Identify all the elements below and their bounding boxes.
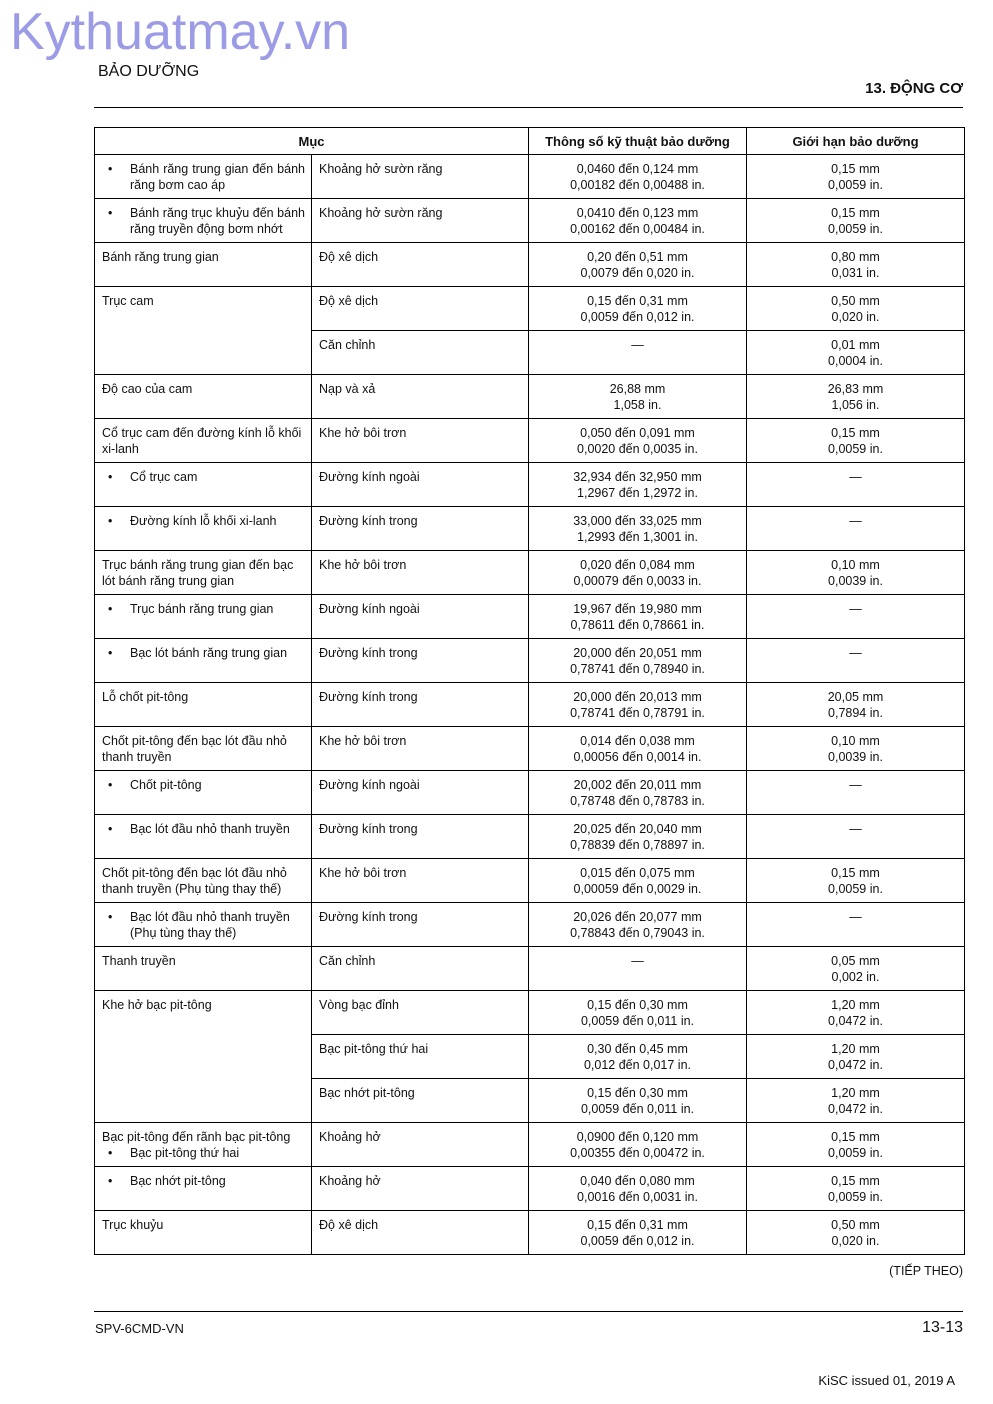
- item-label: Bạc lót đầu nhỏ thanh truyền: [130, 822, 290, 836]
- spec-line: 0,00355 đến 0,00472 in.: [570, 1146, 705, 1160]
- limit-line: 0,020 in.: [831, 1234, 880, 1248]
- parameter-cell: Đường kính ngoài: [312, 595, 529, 639]
- spec-value-cell: [529, 1035, 747, 1079]
- spec-line: 20,002 đến 20,011 mm: [573, 778, 702, 792]
- table-row: [95, 991, 965, 1035]
- item-label: Thanh truyền: [102, 954, 176, 968]
- spec-line: 0,0410 đến 0,123 mm: [576, 206, 699, 220]
- table-row: [95, 287, 965, 331]
- limit-line: 0,10 mm: [831, 734, 880, 748]
- spec-value-cell: [529, 1123, 747, 1167]
- item-label: Bạc lót bánh răng trung gian: [130, 646, 288, 660]
- spec-line: 0,20 đến 0,51 mm: [587, 250, 688, 264]
- spec-line: 0,15 đến 0,31 mm: [587, 294, 688, 308]
- bullet-icon: •: [108, 646, 113, 660]
- parameter-cell: Đường kính trong: [312, 815, 529, 859]
- header-item: Mục: [95, 128, 529, 155]
- limit-line: 0,0059 in.: [828, 178, 883, 192]
- bulleted-item: [102, 821, 305, 837]
- limit-line: 0,10 mm: [831, 558, 880, 572]
- limit-line: —: [849, 822, 862, 836]
- spec-line: 20,025 đến 20,040 mm: [573, 822, 702, 836]
- item-cell: [95, 375, 312, 419]
- bullet-icon: •: [108, 1146, 113, 1160]
- table-row: [95, 639, 965, 683]
- spec-value-cell: [529, 639, 747, 683]
- spec-value-cell: [529, 683, 747, 727]
- limit-value-cell: [747, 1035, 965, 1079]
- spec-line: 0,0059 đến 0,012 in.: [580, 310, 695, 324]
- limit-line: 0,15 mm: [831, 1174, 880, 1188]
- spec-line: 0,78741 đến 0,78940 in.: [570, 662, 705, 676]
- limit-value-cell: [747, 595, 965, 639]
- table-row: [95, 859, 965, 903]
- item-cell: [95, 991, 312, 1035]
- chapter-title: 13. ĐỘNG CƠ: [865, 80, 963, 97]
- parameter-cell: Căn chỉnh: [312, 331, 529, 375]
- limit-line: 0,80 mm: [831, 250, 880, 264]
- bulleted-item: [102, 1173, 305, 1189]
- item-label: Cổ trục cam: [130, 470, 198, 484]
- spec-line: 19,967 đến 19,980 mm: [573, 602, 702, 616]
- limit-line: 20,05 mm: [827, 690, 884, 704]
- spec-line: 0,00182 đến 0,00488 in.: [570, 178, 705, 192]
- item-cell: [95, 155, 312, 199]
- limit-line: 0,0004 in.: [828, 354, 883, 368]
- limit-value-cell: [747, 1167, 965, 1211]
- header-limit: Giới hạn bảo dưỡng: [747, 128, 965, 155]
- parameter-cell: Khe hở bôi trơn: [312, 859, 529, 903]
- spec-line: 0,78839 đến 0,78897 in.: [570, 838, 705, 852]
- item-cell: [95, 419, 312, 463]
- spec-line: 0,040 đến 0,080 mm: [580, 1174, 695, 1188]
- limit-line: 26,83 mm: [827, 382, 884, 396]
- spec-value-cell: [529, 727, 747, 771]
- parameter-cell: Độ xê dịch: [312, 243, 529, 287]
- table-row: [95, 463, 965, 507]
- spec-line: 0,012 đến 0,017 in.: [583, 1058, 692, 1072]
- spec-line: 20,000 đến 20,013 mm: [573, 690, 702, 704]
- continued-label: (TIẾP THEO): [889, 1264, 963, 1278]
- limit-line: 0,50 mm: [831, 294, 880, 308]
- item-label: Bạc nhớt pit-tông: [130, 1174, 226, 1188]
- spec-line: 0,014 đến 0,038 mm: [580, 734, 695, 748]
- spec-line: 0,020 đến 0,084 mm: [580, 558, 695, 572]
- bullet-icon: •: [108, 206, 113, 220]
- parameter-cell: Độ xê dịch: [312, 287, 529, 331]
- limit-line: 0,002 in.: [831, 970, 880, 984]
- table-row: [95, 947, 965, 991]
- item-cell: [95, 287, 312, 331]
- header-spec: Thông số kỹ thuật bảo dưỡng: [529, 128, 747, 155]
- item-cell: [95, 463, 312, 507]
- item-label: Độ cao của cam: [102, 382, 193, 396]
- limit-line: —: [849, 514, 862, 528]
- table-row: [95, 683, 965, 727]
- spec-value-cell: [529, 199, 747, 243]
- spec-line: 26,88 mm: [609, 382, 666, 396]
- spec-line: 0,15 đến 0,31 mm: [587, 1218, 688, 1232]
- parameter-cell: Khe hở bôi trơn: [312, 727, 529, 771]
- table-row: [95, 903, 965, 947]
- parameter-cell: Khoảng hở: [312, 1167, 529, 1211]
- item-label: Trục khuỷu: [102, 1218, 164, 1232]
- parameter-cell: Căn chỉnh: [312, 947, 529, 991]
- spec-value-cell: [529, 463, 747, 507]
- spec-value-cell: [529, 947, 747, 991]
- item-label: Lỗ chốt pit-tông: [102, 690, 189, 704]
- spec-line: —: [631, 338, 644, 352]
- bullet-icon: •: [108, 1174, 113, 1188]
- bullet-icon: •: [108, 602, 113, 616]
- limit-value-cell: [747, 727, 965, 771]
- spec-line: 1,058 in.: [613, 398, 662, 412]
- limit-line: 0,0059 in.: [828, 222, 883, 236]
- limit-value-cell: [747, 683, 965, 727]
- bulleted-item: [102, 205, 305, 237]
- table-row: [95, 199, 965, 243]
- item-label: Cổ trục cam đến đường kính lỗ khối xi-lanh: [102, 426, 302, 456]
- parameter-cell: Đường kính trong: [312, 903, 529, 947]
- limit-line: 0,0472 in.: [828, 1058, 883, 1072]
- table-row: [95, 1167, 965, 1211]
- table-body: [95, 155, 965, 1255]
- item-cell: [95, 683, 312, 727]
- spec-line: 0,00079 đến 0,0033 in.: [573, 574, 702, 588]
- limit-line: 0,0059 in.: [828, 1146, 883, 1160]
- parameter-cell: Khe hở bôi trơn: [312, 419, 529, 463]
- spec-line: 0,0016 đến 0,0031 in.: [577, 1190, 698, 1204]
- limit-value-cell: [747, 155, 965, 199]
- spec-line: 0,78611 đến 0,78661 in.: [570, 618, 705, 632]
- limit-line: 0,0059 in.: [828, 442, 883, 456]
- item-label: Trục bánh răng trung gian đến bạc lót bánh răng trung gian: [102, 558, 294, 588]
- limit-line: 1,20 mm: [831, 1086, 880, 1100]
- sub-item: [102, 1145, 305, 1161]
- section-title: BẢO DƯỠNG: [98, 63, 200, 80]
- limit-line: 0,15 mm: [831, 162, 880, 176]
- spec-value-cell: [529, 1211, 747, 1255]
- item-label: Bạc pit-tông đến rãnh bạc pit-tông: [102, 1130, 291, 1144]
- table-header-row: [95, 128, 965, 155]
- limit-line: —: [849, 646, 862, 660]
- spec-value-cell: [529, 287, 747, 331]
- limit-value-cell: [747, 199, 965, 243]
- issue-note: KiSC issued 01, 2019 A: [818, 1373, 955, 1388]
- limit-line: 0,50 mm: [831, 1218, 880, 1232]
- spec-line: 0,0460 đến 0,124 mm: [576, 162, 699, 176]
- bullet-icon: •: [108, 910, 113, 924]
- bullet-icon: •: [108, 470, 113, 484]
- limit-line: 1,20 mm: [831, 1042, 880, 1056]
- limit-value-cell: [747, 463, 965, 507]
- limit-line: 0,15 mm: [831, 426, 880, 440]
- limit-line: 0,0039 in.: [828, 574, 883, 588]
- parameter-cell: Khoảng hở sườn răng: [312, 155, 529, 199]
- item-label: Bánh răng trục khuỷu đến bánh răng truyền động bơm nhớt: [130, 206, 305, 236]
- limit-line: —: [849, 602, 862, 616]
- spec-line: 1,2993 đến 1,3001 in.: [577, 530, 698, 544]
- item-cell: [95, 331, 312, 375]
- table-row: [95, 375, 965, 419]
- parameter-cell: Khoảng hở: [312, 1123, 529, 1167]
- limit-line: 0,15 mm: [831, 866, 880, 880]
- spec-line: 0,0020 đến 0,0035 in.: [577, 442, 698, 456]
- parameter-cell: Đường kính ngoài: [312, 463, 529, 507]
- spec-value-cell: [529, 1167, 747, 1211]
- limit-value-cell: [747, 859, 965, 903]
- item-label: Chốt pit-tông: [130, 778, 202, 792]
- spec-value-cell: [529, 507, 747, 551]
- item-cell: [95, 947, 312, 991]
- spec-line: 0,050 đến 0,091 mm: [580, 426, 695, 440]
- limit-line: 0,15 mm: [831, 1130, 880, 1144]
- spec-value-cell: [529, 375, 747, 419]
- bulleted-item: [102, 777, 305, 793]
- bullet-icon: •: [108, 162, 113, 176]
- footer-divider: [94, 1311, 963, 1312]
- table-row: [95, 551, 965, 595]
- item-cell: [95, 595, 312, 639]
- document-id: SPV-6CMD-VN: [95, 1321, 184, 1336]
- item-cell: [95, 1123, 312, 1167]
- table-row: [95, 155, 965, 199]
- limit-value-cell: [747, 815, 965, 859]
- spec-line: 0,0059 đến 0,012 in.: [580, 1234, 695, 1248]
- parameter-cell: Đường kính trong: [312, 639, 529, 683]
- spec-value-cell: [529, 419, 747, 463]
- spec-line: 20,026 đến 20,077 mm: [573, 910, 702, 924]
- limit-line: 0,0039 in.: [828, 750, 883, 764]
- limit-value-cell: [747, 1079, 965, 1123]
- limit-line: 0,0059 in.: [828, 882, 883, 896]
- limit-line: 0,0472 in.: [828, 1102, 883, 1116]
- spec-line: 1,2967 đến 1,2972 in.: [577, 486, 698, 500]
- limit-value-cell: [747, 639, 965, 683]
- bulleted-item: [102, 469, 305, 485]
- parameter-cell: Độ xê dịch: [312, 1211, 529, 1255]
- limit-value-cell: [747, 947, 965, 991]
- watermark-logo: Kythuatmay.vn: [10, 3, 351, 61]
- item-cell: [95, 199, 312, 243]
- spec-value-cell: [529, 331, 747, 375]
- spec-line: —: [631, 954, 644, 968]
- spec-value-cell: [529, 155, 747, 199]
- spec-line: 0,30 đến 0,45 mm: [587, 1042, 688, 1056]
- parameter-cell: Đường kính trong: [312, 507, 529, 551]
- spec-line: 0,78748 đến 0,78783 in.: [570, 794, 705, 808]
- spec-line: 0,78843 đến 0,79043 in.: [570, 926, 705, 940]
- limit-value-cell: [747, 1211, 965, 1255]
- spec-line: 0,00162 đến 0,00484 in.: [570, 222, 705, 236]
- table-row: [95, 1035, 965, 1079]
- spec-line: 0,0059 đến 0,011 in.: [580, 1102, 695, 1116]
- table-row: [95, 771, 965, 815]
- item-label: Chốt pit-tông đến bạc lót đầu nhỏ thanh truyền: [102, 734, 287, 764]
- spec-value-cell: [529, 859, 747, 903]
- item-label: Trục bánh răng trung gian: [130, 602, 274, 616]
- limit-value-cell: [747, 1123, 965, 1167]
- table-row: [95, 595, 965, 639]
- item-cell: [95, 859, 312, 903]
- limit-value-cell: [747, 507, 965, 551]
- limit-value-cell: [747, 419, 965, 463]
- limit-line: —: [849, 910, 862, 924]
- maintenance-spec-table: [94, 127, 965, 1255]
- spec-line: 0,78741 đến 0,78791 in.: [570, 706, 705, 720]
- item-cell: [95, 1167, 312, 1211]
- limit-line: 0,031 in.: [831, 266, 880, 280]
- item-cell: [95, 771, 312, 815]
- limit-line: 0,01 mm: [831, 338, 880, 352]
- parameter-cell: Đường kính ngoài: [312, 771, 529, 815]
- item-cell: [95, 815, 312, 859]
- spec-value-cell: [529, 815, 747, 859]
- item-cell: [95, 1211, 312, 1255]
- spec-line: 0,00056 đến 0,0014 in.: [573, 750, 702, 764]
- bulleted-item: [102, 601, 305, 617]
- limit-value-cell: [747, 243, 965, 287]
- spec-value-cell: [529, 243, 747, 287]
- item-cell: [95, 1079, 312, 1123]
- item-cell: [95, 551, 312, 595]
- limit-value-cell: [747, 287, 965, 331]
- bulleted-item: [102, 161, 305, 193]
- spec-line: 0,0900 đến 0,120 mm: [576, 1130, 699, 1144]
- bulleted-item: [102, 513, 305, 529]
- limit-line: —: [849, 470, 862, 484]
- item-cell: [95, 903, 312, 947]
- bulleted-item: [102, 645, 305, 661]
- spec-value-cell: [529, 551, 747, 595]
- spec-value-cell: [529, 771, 747, 815]
- bullet-icon: •: [108, 822, 113, 836]
- limit-value-cell: [747, 771, 965, 815]
- table-row: [95, 1079, 965, 1123]
- item-label: Bánh răng trung gian đến bánh răng bơm cao áp: [130, 162, 305, 192]
- limit-value-cell: [747, 551, 965, 595]
- table-row: [95, 243, 965, 287]
- spec-line: 20,000 đến 20,051 mm: [573, 646, 702, 660]
- item-label: Chốt pit-tông đến bạc lót đầu nhỏ thanh truyền (Phụ tùng thay thế): [102, 866, 287, 896]
- table-row: [95, 727, 965, 771]
- limit-line: 0,05 mm: [831, 954, 880, 968]
- limit-line: 0,7894 in.: [828, 706, 883, 720]
- parameter-cell: Vòng bạc đỉnh: [312, 991, 529, 1035]
- table-row: [95, 419, 965, 463]
- spec-value-cell: [529, 595, 747, 639]
- bullet-icon: •: [108, 514, 113, 528]
- limit-value-cell: [747, 375, 965, 419]
- item-label: Khe hở bạc pit-tông: [102, 998, 212, 1012]
- item-label: Bánh răng trung gian: [102, 250, 219, 264]
- spec-line: 0,0059 đến 0,011 in.: [580, 1014, 695, 1028]
- limit-value-cell: [747, 903, 965, 947]
- limit-line: 0,15 mm: [831, 206, 880, 220]
- limit-line: 1,20 mm: [831, 998, 880, 1012]
- spec-line: 0,015 đến 0,075 mm: [580, 866, 695, 880]
- spec-line: 32,934 đến 32,950 mm: [573, 470, 702, 484]
- page-number: 13-13: [922, 1319, 963, 1336]
- limit-line: 1,056 in.: [831, 398, 880, 412]
- parameter-cell: Khe hở bôi trơn: [312, 551, 529, 595]
- parameter-cell: Đường kính trong: [312, 683, 529, 727]
- item-label: Đường kính lỗ khối xi-lanh: [130, 514, 277, 528]
- item-cell: [95, 639, 312, 683]
- item-label: Trục cam: [102, 294, 154, 308]
- spec-line: 0,15 đến 0,30 mm: [587, 1086, 688, 1100]
- parameter-cell: Bạc pit-tông thứ hai: [312, 1035, 529, 1079]
- parameter-cell: Nạp và xả: [312, 375, 529, 419]
- header-divider: [94, 107, 963, 108]
- limit-line: 0,0059 in.: [828, 1190, 883, 1204]
- limit-value-cell: [747, 991, 965, 1035]
- limit-value-cell: [747, 331, 965, 375]
- limit-line: 0,0472 in.: [828, 1014, 883, 1028]
- limit-line: —: [849, 778, 862, 792]
- item-cell: [95, 243, 312, 287]
- spec-line: 0,15 đến 0,30 mm: [587, 998, 688, 1012]
- parameter-cell: Bạc nhớt pit-tông: [312, 1079, 529, 1123]
- item-cell: [95, 507, 312, 551]
- table-row: [95, 1211, 965, 1255]
- table-row: [95, 507, 965, 551]
- spec-line: 0,0079 đến 0,020 in.: [580, 266, 695, 280]
- table-row: [95, 815, 965, 859]
- item-cell: [95, 1035, 312, 1079]
- bullet-icon: •: [108, 778, 113, 792]
- spec-line: 33,000 đến 33,025 mm: [573, 514, 702, 528]
- parameter-cell: Khoảng hở sườn răng: [312, 199, 529, 243]
- sub-item-label: Bạc pit-tông thứ hai: [130, 1146, 240, 1160]
- limit-line: 0,020 in.: [831, 310, 880, 324]
- spec-line: 0,00059 đến 0,0029 in.: [573, 882, 702, 896]
- table-row: [95, 331, 965, 375]
- table-row: [95, 1123, 965, 1167]
- spec-value-cell: [529, 991, 747, 1035]
- item-label: Bạc lót đầu nhỏ thanh truyền (Phụ tùng thay thế): [130, 910, 290, 940]
- spec-value-cell: [529, 1079, 747, 1123]
- item-cell: [95, 727, 312, 771]
- spec-value-cell: [529, 903, 747, 947]
- bulleted-item: [102, 909, 305, 941]
